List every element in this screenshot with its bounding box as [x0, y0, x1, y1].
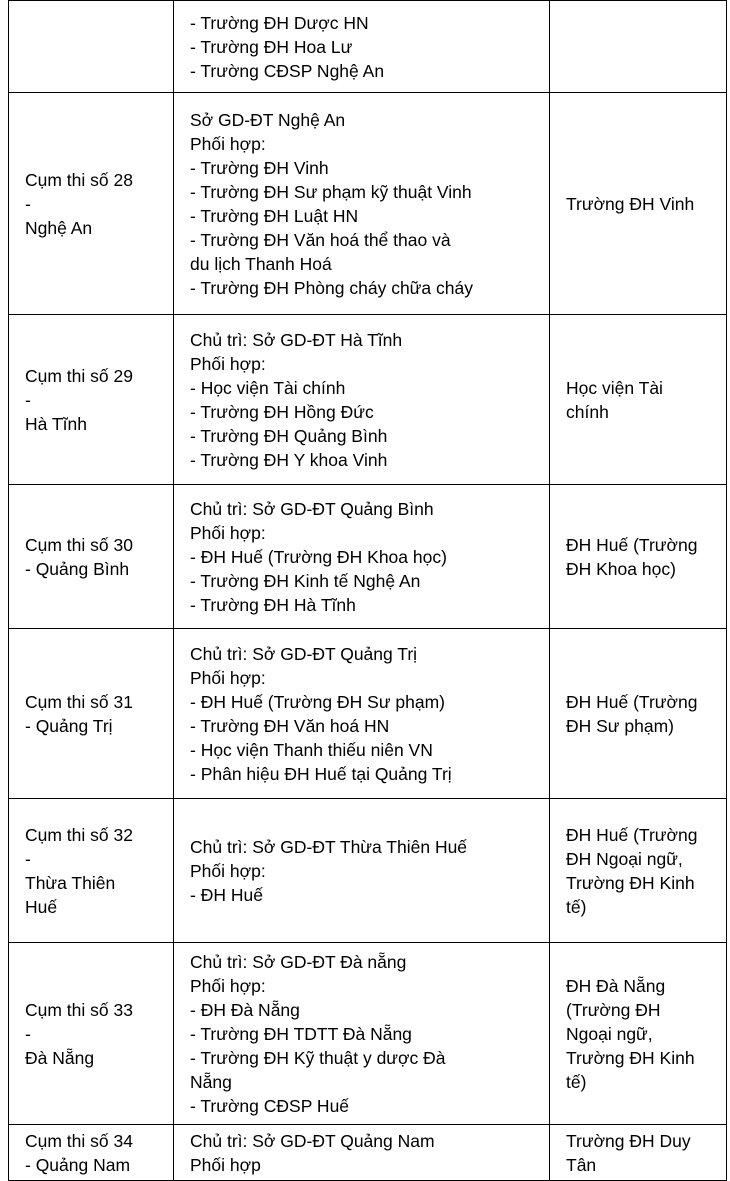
cell-line: - Trường CĐSP Huế [190, 1095, 350, 1116]
cluster-cell [9, 629, 174, 799]
cell-line: Trường ĐH Kinh [566, 1047, 695, 1068]
cell-line: - ĐH Huế (Trường ĐH Sư phạm) [190, 691, 445, 712]
cell-line: Hà Tĩnh [25, 413, 87, 434]
cell-line: Sở GD-ĐT Nghệ An [190, 109, 346, 130]
units-cell [174, 485, 550, 629]
cell-line: Phối hợp [190, 1154, 261, 1175]
cell-line: - Học viện Thanh thiếu niên VN [190, 739, 433, 760]
cell-line: Cụm thi số 33 [25, 999, 133, 1020]
cell-line: - Trường ĐH Sư phạm kỹ thuật Vinh [190, 181, 472, 202]
table-row [9, 485, 727, 629]
cell-line: chính [566, 401, 609, 422]
table-body [9, 1, 727, 1181]
cell-line: - Trường ĐH Hồng Đức [190, 401, 374, 422]
table-row [9, 93, 727, 315]
host-cell [550, 943, 727, 1125]
cell-line: Phối hợp: [190, 133, 266, 154]
cell-line: Phối hợp: [190, 522, 266, 543]
host-cell [550, 629, 727, 799]
host-cell [550, 485, 727, 629]
host-cell [550, 315, 727, 485]
cell-line: tế) [566, 1071, 587, 1092]
cluster-cell [9, 315, 174, 485]
table-row [9, 943, 727, 1125]
cell-line: - [25, 193, 31, 214]
cell-line: Huế [25, 896, 58, 917]
cell-line: - Trường ĐH Luật HN [190, 205, 359, 226]
cell-line: Cụm thi số 30 [25, 534, 133, 555]
cell-line: - Trường ĐH Phòng cháy chữa cháy [190, 277, 473, 298]
cell-line: Trường ĐH Vinh [566, 193, 695, 214]
cell-line: - [25, 848, 31, 869]
cluster-cell [9, 485, 174, 629]
cell-line: Cụm thi số 31 [25, 691, 133, 712]
cell-line: Phối hợp: [190, 353, 266, 374]
cell-line: tế) [566, 896, 587, 917]
host-cell [550, 799, 727, 943]
cell-line: - ĐH Huế [190, 884, 263, 905]
cell-line: - Trường ĐH Kinh tế Nghệ An [190, 570, 421, 591]
cell-line: Chủ trì: Sở GD-ĐT Quảng Bình [190, 498, 434, 519]
cell-line: Cụm thi số 29 [25, 365, 133, 386]
host-cell [550, 1, 727, 93]
table-row [9, 315, 727, 485]
cell-line: - Trường ĐH Vinh [190, 157, 329, 178]
cell-line: - Trường ĐH Dược HN [190, 12, 369, 33]
cluster-cell [9, 93, 174, 315]
table-row [9, 1125, 727, 1181]
cell-line: - Quảng Trị [25, 715, 113, 736]
cell-line: - Trường ĐH Văn hoá thể thao và [190, 229, 451, 250]
units-cell [174, 799, 550, 943]
units-cell [174, 1125, 550, 1181]
cell-line: Chủ trì: Sở GD-ĐT Quảng Trị [190, 643, 418, 664]
cell-line: ĐH Khoa học) [566, 558, 676, 579]
units-cell [174, 1, 550, 93]
cell-line: - Trường CĐSP Nghệ An [190, 60, 385, 81]
exam-cluster-table [8, 0, 727, 1181]
cluster-cell [9, 799, 174, 943]
cell-line: Tân [566, 1154, 597, 1175]
cell-line: (Trường ĐH [566, 999, 661, 1020]
cell-line: - Trường ĐH TDTT Đà Nẵng [190, 1023, 412, 1044]
cell-line: - Quảng Bình [25, 558, 130, 579]
cell-line: - [25, 1023, 31, 1044]
cell-line: ĐH Ngoại ngữ, [566, 848, 683, 869]
cell-line: Trường ĐH Kinh [566, 872, 695, 893]
cell-line: Phối hợp: [190, 667, 266, 688]
cluster-cell [9, 1, 174, 93]
cell-line: Cụm thi số 32 [25, 824, 133, 845]
units-cell [174, 315, 550, 485]
cell-line: Phối hợp: [190, 975, 266, 996]
cell-line: Chủ trì: Sở GD-ĐT Quảng Nam [190, 1130, 435, 1151]
table-row [9, 799, 727, 943]
cell-line: - ĐH Huế (Trường ĐH Khoa học) [190, 546, 447, 567]
cell-line: Ngoại ngữ, [566, 1023, 653, 1044]
cell-line: - Trường ĐH Hà Tĩnh [190, 594, 356, 615]
cell-line: - [25, 389, 31, 410]
host-cell [550, 93, 727, 315]
cell-line: - Phân hiệu ĐH Huế tại Quảng Trị [190, 763, 452, 784]
cell-line: Thừa Thiên [25, 872, 116, 893]
cell-line: Phối hợp: [190, 860, 266, 881]
cell-line: du lịch Thanh Hoá [190, 253, 332, 274]
cell-line: Trường ĐH Duy [566, 1130, 691, 1151]
cluster-cell [9, 943, 174, 1125]
cell-line: - Trường ĐH Hoa Lư [190, 36, 353, 57]
units-cell [174, 629, 550, 799]
cell-line: ĐH Đà Nẵng [566, 975, 666, 996]
cell-line: ĐH Huế (Trường [566, 534, 698, 555]
units-cell [174, 93, 550, 315]
cell-line: Nghệ An [25, 217, 93, 238]
cell-line: Nẵng [190, 1071, 232, 1092]
cell-line: Chủ trì: Sở GD-ĐT Đà nẵng [190, 951, 407, 972]
cell-line: - Trường ĐH Y khoa Vinh [190, 449, 388, 470]
units-cell [174, 943, 550, 1125]
cell-line: Chủ trì: Sở GD-ĐT Thừa Thiên Huế [190, 836, 468, 857]
cell-line: - Trường ĐH Quảng Bình [190, 425, 388, 446]
cell-line: Cụm thi số 28 [25, 169, 133, 190]
cell-line: ĐH Huế (Trường [566, 691, 698, 712]
cell-line: - Trường ĐH Văn hoá HN [190, 715, 390, 736]
cell-line: Cụm thi số 34 [25, 1130, 133, 1151]
cell-line: Đà Nẵng [25, 1047, 95, 1068]
cell-line: ĐH Sư phạm) [566, 715, 674, 736]
cell-line: Chủ trì: Sở GD-ĐT Hà Tĩnh [190, 329, 403, 350]
table-row [9, 1, 727, 93]
cell-line: - Quảng Nam [25, 1154, 131, 1175]
cell-line: - ĐH Đà Nẵng [190, 999, 300, 1020]
cell-line: ĐH Huế (Trường [566, 824, 698, 845]
host-cell [550, 1125, 727, 1181]
cluster-cell [9, 1125, 174, 1181]
table-row [9, 629, 727, 799]
cell-line: Học viện Tài [566, 377, 663, 398]
cell-line: - Trường ĐH Kỹ thuật y dược Đà [190, 1047, 446, 1068]
cell-line: - Học viện Tài chính [190, 377, 346, 398]
